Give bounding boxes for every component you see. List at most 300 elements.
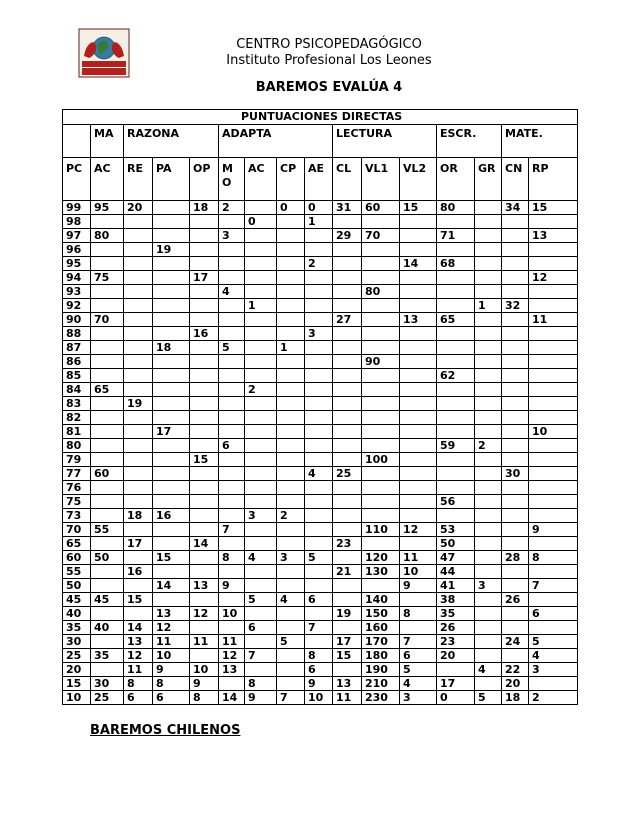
score-cell <box>529 327 578 341</box>
table-row <box>63 215 578 229</box>
score-cell <box>124 369 153 383</box>
score-cell: 100 <box>362 453 400 467</box>
score-cell: 4 <box>529 649 578 663</box>
score-cell <box>153 565 190 579</box>
percentile-cell: 40 <box>63 607 91 621</box>
table-row <box>63 341 578 355</box>
score-cell <box>219 621 245 635</box>
score-cell <box>305 509 333 523</box>
score-cell <box>124 551 153 565</box>
score-cell <box>502 425 529 439</box>
score-cell: 71 <box>437 229 475 243</box>
score-cell: 10 <box>305 691 333 705</box>
score-cell <box>305 271 333 285</box>
table-row <box>63 579 578 593</box>
score-cell: 8 <box>219 551 245 565</box>
score-cell <box>277 313 305 327</box>
score-cell <box>245 355 277 369</box>
score-cell <box>124 327 153 341</box>
score-cell <box>502 453 529 467</box>
score-cell: 4 <box>219 285 245 299</box>
score-cell <box>153 355 190 369</box>
column-header: PA <box>153 158 190 201</box>
score-cell <box>190 551 219 565</box>
score-cell: 19 <box>124 397 153 411</box>
score-cell <box>362 579 400 593</box>
score-cell <box>124 271 153 285</box>
score-cell <box>400 495 437 509</box>
score-cell <box>502 537 529 551</box>
score-cell <box>362 327 400 341</box>
score-cell <box>219 257 245 271</box>
score-cell <box>153 201 190 215</box>
score-cell <box>502 439 529 453</box>
score-cell: 180 <box>362 649 400 663</box>
table-row <box>63 551 578 565</box>
percentile-cell: 15 <box>63 677 91 691</box>
percentile-cell: 73 <box>63 509 91 523</box>
score-cell: 6 <box>153 691 190 705</box>
score-cell <box>437 425 475 439</box>
percentile-cell: 35 <box>63 621 91 635</box>
score-cell: 20 <box>124 201 153 215</box>
score-cell: 6 <box>305 663 333 677</box>
percentile-cell: 98 <box>63 215 91 229</box>
score-cell: 2 <box>305 257 333 271</box>
score-cell <box>219 509 245 523</box>
score-cell <box>400 509 437 523</box>
score-cell <box>502 565 529 579</box>
score-cell <box>190 481 219 495</box>
score-cell <box>153 229 190 243</box>
score-cell <box>529 257 578 271</box>
score-cell: 18 <box>124 509 153 523</box>
score-cell: 40 <box>91 621 124 635</box>
percentile-cell: 99 <box>63 201 91 215</box>
score-cell <box>400 355 437 369</box>
score-cell <box>219 411 245 425</box>
score-cell <box>245 271 277 285</box>
score-cell <box>333 453 362 467</box>
score-cell: 6 <box>529 607 578 621</box>
score-cell <box>437 481 475 495</box>
score-cell: 160 <box>362 621 400 635</box>
table-title: PUNTUACIONES DIRECTAS <box>63 110 578 125</box>
score-cell <box>333 215 362 229</box>
score-cell <box>190 313 219 327</box>
percentile-cell: 65 <box>63 537 91 551</box>
score-cell: 62 <box>437 369 475 383</box>
score-cell <box>305 341 333 355</box>
percentile-cell: 50 <box>63 579 91 593</box>
score-cell: 11 <box>124 663 153 677</box>
score-cell: 16 <box>190 327 219 341</box>
score-cell <box>502 397 529 411</box>
score-cell <box>362 509 400 523</box>
score-cell <box>400 285 437 299</box>
score-cell: 6 <box>219 439 245 453</box>
score-cell <box>124 299 153 313</box>
score-cell <box>529 621 578 635</box>
score-cell <box>502 271 529 285</box>
score-cell: 21 <box>333 565 362 579</box>
score-cell <box>362 397 400 411</box>
score-cell: 4 <box>277 593 305 607</box>
table-row <box>63 243 578 257</box>
score-cell <box>475 271 502 285</box>
score-cell <box>400 327 437 341</box>
score-cell: 12 <box>400 523 437 537</box>
score-cell <box>245 467 277 481</box>
score-cell <box>529 467 578 481</box>
score-cell: 38 <box>437 593 475 607</box>
score-cell: 210 <box>362 677 400 691</box>
score-cell <box>362 341 400 355</box>
score-cell: 15 <box>333 649 362 663</box>
score-cell <box>305 229 333 243</box>
score-cell: 23 <box>333 537 362 551</box>
score-cell <box>245 663 277 677</box>
table-row <box>63 271 578 285</box>
percentile-cell: 80 <box>63 439 91 453</box>
score-cell <box>245 537 277 551</box>
score-cell <box>475 369 502 383</box>
score-cell: 17 <box>124 537 153 551</box>
score-cell: 0 <box>305 201 333 215</box>
score-cell <box>305 453 333 467</box>
score-cell <box>190 257 219 271</box>
score-cell <box>475 425 502 439</box>
score-cell: 17 <box>190 271 219 285</box>
score-cell <box>502 369 529 383</box>
column-header: PC <box>63 158 91 201</box>
score-cell <box>437 285 475 299</box>
score-cell: 0 <box>437 691 475 705</box>
score-cell: 80 <box>91 229 124 243</box>
score-cell <box>277 439 305 453</box>
score-cell <box>277 397 305 411</box>
score-cell <box>475 285 502 299</box>
score-cell: 6 <box>124 691 153 705</box>
score-cell <box>475 607 502 621</box>
table-row <box>63 649 578 663</box>
score-cell: 8 <box>124 677 153 691</box>
score-cell <box>245 327 277 341</box>
score-cell <box>333 523 362 537</box>
score-cell <box>437 243 475 257</box>
score-cell <box>333 579 362 593</box>
score-cell <box>153 369 190 383</box>
score-cell <box>362 411 400 425</box>
percentile-cell: 20 <box>63 663 91 677</box>
score-cell <box>219 537 245 551</box>
score-cell: 17 <box>153 425 190 439</box>
score-cell <box>91 453 124 467</box>
group-header: ADAPTA <box>219 125 333 158</box>
score-cell <box>437 509 475 523</box>
table-row <box>63 467 578 481</box>
score-cell <box>153 285 190 299</box>
score-cell: 34 <box>502 201 529 215</box>
score-cell: 11 <box>333 691 362 705</box>
group-header: LECTURA <box>333 125 437 158</box>
score-cell <box>333 383 362 397</box>
score-cell: 65 <box>91 383 124 397</box>
score-cell <box>529 369 578 383</box>
score-cell <box>362 257 400 271</box>
score-cell: 13 <box>400 313 437 327</box>
score-cell <box>245 229 277 243</box>
score-cell: 0 <box>245 215 277 229</box>
score-cell <box>91 425 124 439</box>
group-header: MA <box>91 125 124 158</box>
score-cell <box>333 299 362 313</box>
score-cell <box>305 537 333 551</box>
score-cell: 3 <box>219 229 245 243</box>
score-cell <box>190 565 219 579</box>
score-cell: 9 <box>219 579 245 593</box>
score-cell <box>219 425 245 439</box>
score-cell: 13 <box>333 677 362 691</box>
score-cell <box>437 411 475 425</box>
score-cell <box>190 439 219 453</box>
score-cell <box>277 495 305 509</box>
score-cell: 3 <box>305 327 333 341</box>
score-cell: 26 <box>437 621 475 635</box>
score-cell: 15 <box>190 453 219 467</box>
score-cell: 5 <box>305 551 333 565</box>
score-cell <box>91 285 124 299</box>
score-cell <box>153 439 190 453</box>
score-cell <box>362 537 400 551</box>
score-cell <box>190 467 219 481</box>
score-cell <box>475 383 502 397</box>
score-cell <box>124 579 153 593</box>
score-cell: 120 <box>362 551 400 565</box>
table-row <box>63 229 578 243</box>
score-cell <box>362 271 400 285</box>
percentile-cell: 79 <box>63 453 91 467</box>
score-cell <box>529 439 578 453</box>
group-header: RAZONA <box>124 125 219 158</box>
score-cell <box>437 663 475 677</box>
score-cell <box>219 299 245 313</box>
score-cell <box>219 215 245 229</box>
score-cell: 7 <box>529 579 578 593</box>
score-cell <box>153 271 190 285</box>
score-cell: 16 <box>153 509 190 523</box>
table-row <box>63 663 578 677</box>
score-cell <box>277 649 305 663</box>
score-cell <box>153 383 190 397</box>
score-cell <box>305 355 333 369</box>
table-row <box>63 621 578 635</box>
score-cell <box>400 411 437 425</box>
score-cell: 35 <box>91 649 124 663</box>
table-row <box>63 677 578 691</box>
table-row <box>63 481 578 495</box>
score-cell <box>245 411 277 425</box>
score-cell: 20 <box>502 677 529 691</box>
score-cell: 230 <box>362 691 400 705</box>
score-cell: 18 <box>153 341 190 355</box>
score-cell <box>190 593 219 607</box>
score-cell <box>305 607 333 621</box>
score-cell <box>529 509 578 523</box>
score-cell <box>305 397 333 411</box>
score-cell: 9 <box>153 663 190 677</box>
score-cell <box>502 313 529 327</box>
table-row <box>63 691 578 705</box>
score-cell <box>333 509 362 523</box>
score-cell <box>91 481 124 495</box>
score-cell <box>475 215 502 229</box>
score-cell <box>124 425 153 439</box>
score-cell: 41 <box>437 579 475 593</box>
score-cell <box>502 243 529 257</box>
score-cell: 2 <box>277 509 305 523</box>
score-cell <box>153 481 190 495</box>
score-cell <box>362 425 400 439</box>
score-cell <box>400 467 437 481</box>
score-cell <box>475 509 502 523</box>
score-cell: 60 <box>362 201 400 215</box>
score-cell <box>400 425 437 439</box>
percentile-cell: 87 <box>63 341 91 355</box>
score-cell <box>219 327 245 341</box>
score-cell <box>400 453 437 467</box>
score-cell <box>502 341 529 355</box>
score-cell: 29 <box>333 229 362 243</box>
table-row <box>63 313 578 327</box>
score-cell <box>529 341 578 355</box>
score-cell <box>124 355 153 369</box>
score-cell <box>245 313 277 327</box>
score-cell <box>437 397 475 411</box>
score-cell <box>219 565 245 579</box>
score-cell <box>91 327 124 341</box>
score-cell <box>475 677 502 691</box>
score-cell <box>529 481 578 495</box>
score-cell <box>91 243 124 257</box>
score-cell <box>190 425 219 439</box>
score-cell: 14 <box>219 691 245 705</box>
score-cell: 6 <box>305 593 333 607</box>
score-cell <box>153 523 190 537</box>
percentile-cell: 83 <box>63 397 91 411</box>
table-row <box>63 201 578 215</box>
score-cell <box>190 299 219 313</box>
score-cell <box>305 369 333 383</box>
score-cell: 2 <box>245 383 277 397</box>
percentile-cell: 88 <box>63 327 91 341</box>
score-cell <box>400 621 437 635</box>
score-cell <box>437 271 475 285</box>
score-cell: 17 <box>333 635 362 649</box>
score-cell: 1 <box>475 299 502 313</box>
score-cell: 50 <box>437 537 475 551</box>
score-cell <box>91 341 124 355</box>
score-cell: 2 <box>529 691 578 705</box>
score-cell: 1 <box>305 215 333 229</box>
score-cell: 70 <box>362 229 400 243</box>
score-cell <box>91 579 124 593</box>
score-cell <box>124 523 153 537</box>
score-cell <box>305 243 333 257</box>
score-cell <box>400 397 437 411</box>
score-cell <box>305 635 333 649</box>
score-cell <box>529 215 578 229</box>
score-cell: 11 <box>190 635 219 649</box>
score-cell: 90 <box>362 355 400 369</box>
score-cell: 130 <box>362 565 400 579</box>
table-row <box>63 327 578 341</box>
score-cell <box>219 313 245 327</box>
score-cell <box>529 285 578 299</box>
percentile-cell: 85 <box>63 369 91 383</box>
score-cell <box>400 537 437 551</box>
column-header: VL2 <box>400 158 437 201</box>
percentile-cell: 82 <box>63 411 91 425</box>
table-row <box>63 285 578 299</box>
score-cell <box>475 537 502 551</box>
score-cell: 80 <box>362 285 400 299</box>
score-cell <box>277 229 305 243</box>
score-cell: 4 <box>400 677 437 691</box>
score-cell <box>305 565 333 579</box>
score-cell <box>190 355 219 369</box>
score-cell: 47 <box>437 551 475 565</box>
score-cell: 14 <box>153 579 190 593</box>
score-cell: 8 <box>190 691 219 705</box>
percentile-cell: 45 <box>63 593 91 607</box>
score-cell <box>277 327 305 341</box>
score-cell: 10 <box>529 425 578 439</box>
score-cell: 9 <box>245 691 277 705</box>
score-cell: 25 <box>333 467 362 481</box>
score-cell: 17 <box>437 677 475 691</box>
score-cell: 65 <box>437 313 475 327</box>
score-cell <box>529 453 578 467</box>
score-cell <box>305 313 333 327</box>
score-cell: 10 <box>153 649 190 663</box>
score-cell <box>91 509 124 523</box>
score-cell <box>333 593 362 607</box>
score-cell <box>502 355 529 369</box>
table-row <box>63 383 578 397</box>
score-cell: 13 <box>153 607 190 621</box>
score-cell <box>305 425 333 439</box>
score-cell <box>219 271 245 285</box>
score-cell <box>190 285 219 299</box>
score-cell <box>277 663 305 677</box>
score-cell: 14 <box>190 537 219 551</box>
column-header: GR <box>475 158 502 201</box>
score-cell <box>124 453 153 467</box>
score-cell <box>245 341 277 355</box>
score-cell <box>277 257 305 271</box>
score-cell: 75 <box>91 271 124 285</box>
score-cell <box>475 355 502 369</box>
score-cell <box>475 201 502 215</box>
score-cell <box>190 243 219 257</box>
score-cell: 7 <box>305 621 333 635</box>
score-cell: 150 <box>362 607 400 621</box>
score-cell <box>91 215 124 229</box>
score-cell <box>400 341 437 355</box>
percentile-cell: 86 <box>63 355 91 369</box>
score-cell <box>362 243 400 257</box>
